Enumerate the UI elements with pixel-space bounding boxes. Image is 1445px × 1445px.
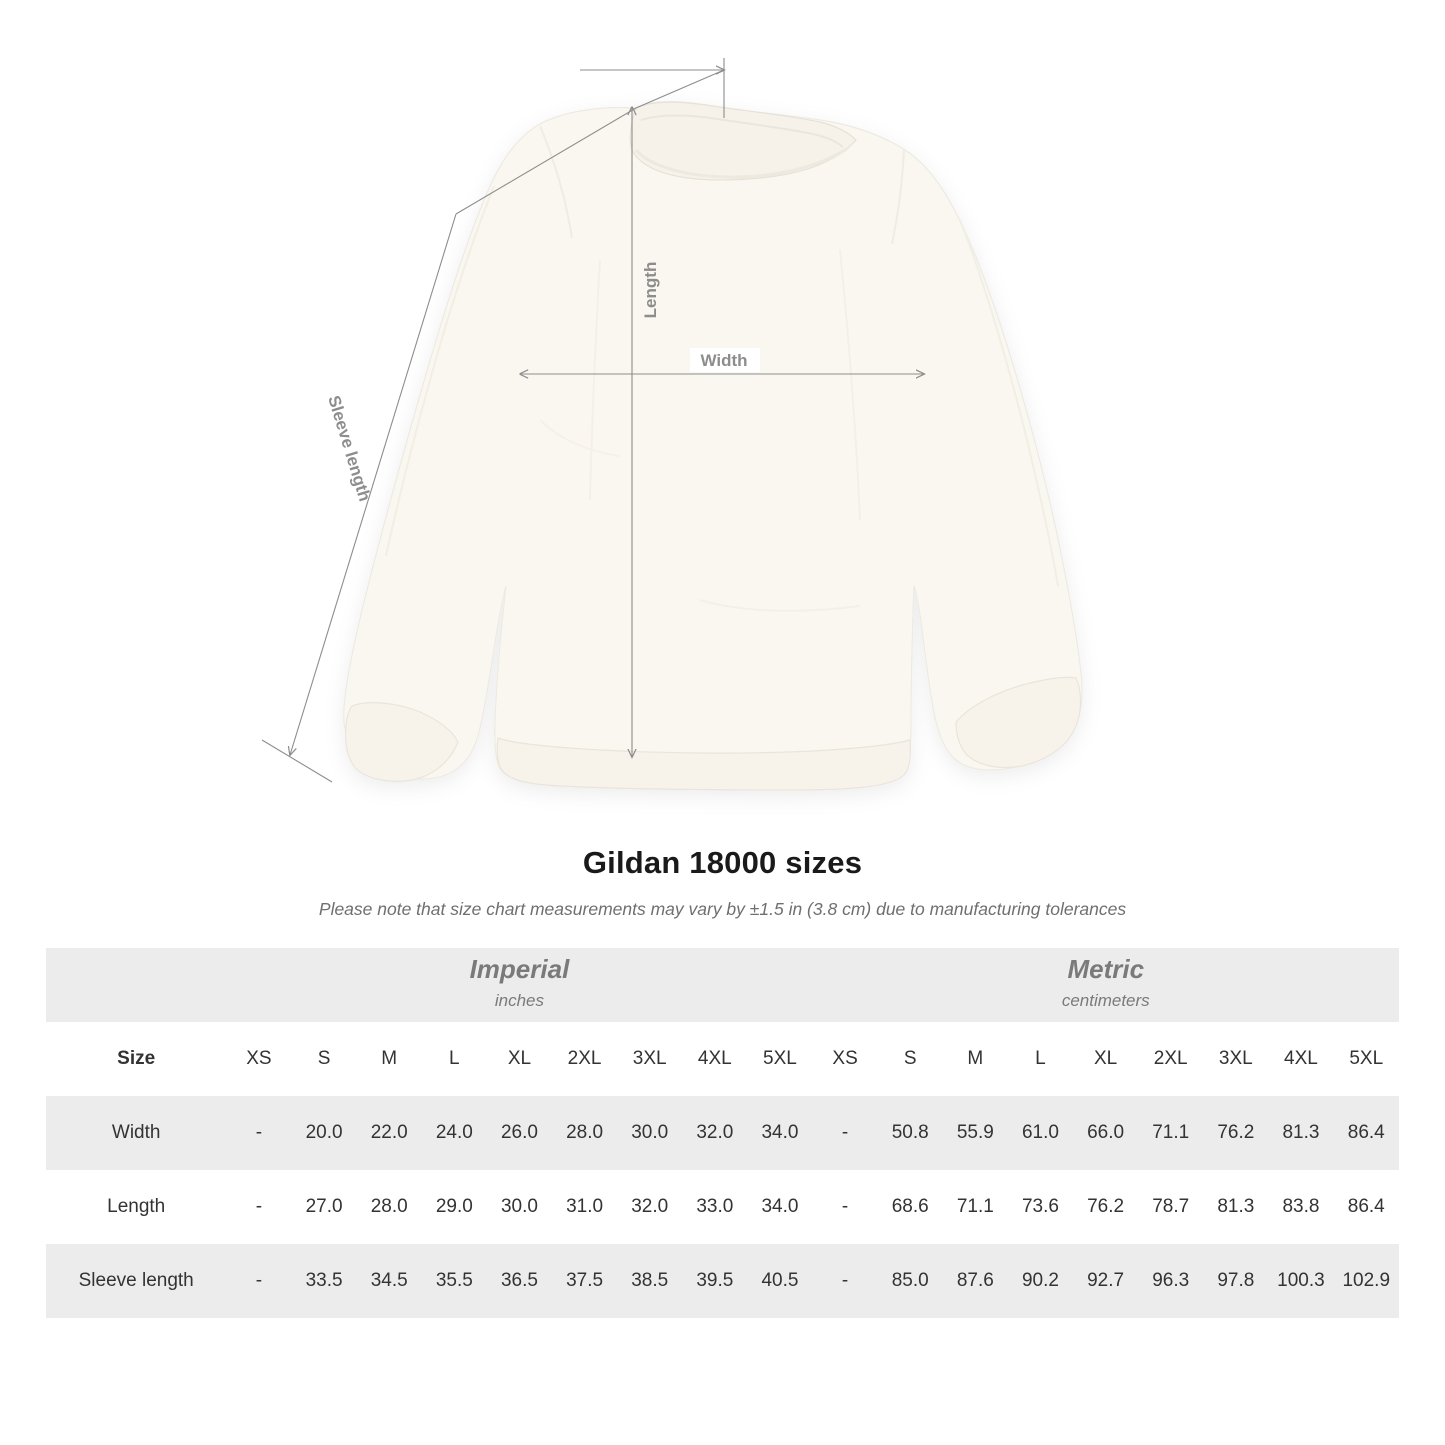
row-label-length: Length — [46, 1170, 226, 1244]
header-imperial-3xl: 3XL — [617, 1022, 682, 1096]
unit-imperial-name: Imperial — [469, 953, 570, 984]
cell-sleeve-metric-4xl: 100.3 — [1268, 1244, 1333, 1318]
header-size-label: Size — [46, 1022, 226, 1096]
cell-width-imperial-s: 20.0 — [292, 1096, 357, 1170]
width-label: Width — [700, 351, 748, 370]
cell-length-imperial-xl: 30.0 — [487, 1170, 552, 1244]
cell-width-metric-3xl: 76.2 — [1203, 1096, 1268, 1170]
cell-length-metric-xl: 76.2 — [1073, 1170, 1138, 1244]
cell-length-imperial-m: 28.0 — [357, 1170, 422, 1244]
cell-length-metric-s: 68.6 — [878, 1170, 943, 1244]
cell-sleeve-metric-2xl: 96.3 — [1138, 1244, 1203, 1318]
size-chart-table — [46, 948, 1399, 1318]
cell-sleeve-imperial-xs: - — [226, 1244, 291, 1318]
header-imperial-2xl: 2XL — [552, 1022, 617, 1096]
unit-header-row — [46, 948, 1399, 1022]
cell-length-imperial-4xl: 33.0 — [682, 1170, 747, 1244]
unit-imperial-cell — [226, 948, 812, 1022]
cell-width-metric-2xl: 71.1 — [1138, 1096, 1203, 1170]
cell-width-metric-5xl: 86.4 — [1334, 1096, 1399, 1170]
header-imperial-5xl: 5XL — [747, 1022, 812, 1096]
unit-metric-name: Metric — [1067, 953, 1145, 984]
header-metric-s: S — [878, 1022, 943, 1096]
cell-width-imperial-4xl: 32.0 — [682, 1096, 747, 1170]
unit-metric-sub: centimeters — [1061, 991, 1150, 1011]
cell-sleeve-imperial-s: 33.5 — [292, 1244, 357, 1318]
header-imperial-l: L — [422, 1022, 487, 1096]
cell-width-metric-l: 61.0 — [1008, 1096, 1073, 1170]
header-metric-xl: XL — [1073, 1022, 1138, 1096]
cell-sleeve-imperial-xl: 36.5 — [487, 1244, 552, 1318]
unit-spacer — [46, 948, 226, 1022]
cell-sleeve-imperial-5xl: 40.5 — [747, 1244, 812, 1318]
cell-length-imperial-s: 27.0 — [292, 1170, 357, 1244]
cell-width-imperial-xs: - — [226, 1096, 291, 1170]
cell-width-imperial-l: 24.0 — [422, 1096, 487, 1170]
cell-width-imperial-5xl: 34.0 — [747, 1096, 812, 1170]
cell-length-metric-xs: - — [813, 1170, 878, 1244]
cell-length-metric-l: 73.6 — [1008, 1170, 1073, 1244]
chart-title: Gildan 18000 sizes — [582, 845, 863, 880]
cell-length-metric-4xl: 83.8 — [1268, 1170, 1333, 1244]
header-imperial-xs: XS — [226, 1022, 291, 1096]
size-table-wrap — [46, 948, 1399, 1318]
cell-length-imperial-3xl: 32.0 — [617, 1170, 682, 1244]
row-label-sleeve-length: Sleeve length — [46, 1244, 226, 1318]
header-metric-4xl: 4XL — [1268, 1022, 1333, 1096]
table-row — [46, 1244, 1399, 1318]
cell-width-imperial-2xl: 28.0 — [552, 1096, 617, 1170]
cell-length-metric-m: 71.1 — [943, 1170, 1008, 1244]
cell-sleeve-imperial-2xl: 37.5 — [552, 1244, 617, 1318]
header-metric-2xl: 2XL — [1138, 1022, 1203, 1096]
header-imperial-m: M — [357, 1022, 422, 1096]
header-metric-m: M — [943, 1022, 1008, 1096]
cell-sleeve-metric-5xl: 102.9 — [1334, 1244, 1399, 1318]
cell-sleeve-imperial-m: 34.5 — [357, 1244, 422, 1318]
cell-length-metric-3xl: 81.3 — [1203, 1170, 1268, 1244]
table-row — [46, 1170, 1399, 1244]
cell-sleeve-metric-l: 90.2 — [1008, 1244, 1073, 1318]
cell-width-metric-m: 55.9 — [943, 1096, 1008, 1170]
cell-width-imperial-3xl: 30.0 — [617, 1096, 682, 1170]
header-imperial-xl: XL — [487, 1022, 552, 1096]
header-metric-3xl: 3XL — [1203, 1022, 1268, 1096]
title-block — [0, 845, 1445, 920]
cell-width-imperial-m: 22.0 — [357, 1096, 422, 1170]
cell-sleeve-metric-m: 87.6 — [943, 1244, 1008, 1318]
cell-width-metric-xs: - — [813, 1096, 878, 1170]
cell-sleeve-metric-xl: 92.7 — [1073, 1244, 1138, 1318]
cell-sleeve-imperial-3xl: 38.5 — [617, 1244, 682, 1318]
cell-length-metric-5xl: 86.4 — [1334, 1170, 1399, 1244]
cell-sleeve-imperial-4xl: 39.5 — [682, 1244, 747, 1318]
row-label-width: Width — [46, 1096, 226, 1170]
header-metric-l: L — [1008, 1022, 1073, 1096]
cell-length-metric-2xl: 78.7 — [1138, 1170, 1203, 1244]
cell-width-metric-s: 50.8 — [878, 1096, 943, 1170]
size-header-row — [46, 1022, 1399, 1096]
unit-metric-cell — [813, 948, 1399, 1022]
sleeve-length-label: Sleeve length — [324, 393, 375, 504]
header-imperial-s: S — [292, 1022, 357, 1096]
header-metric-5xl: 5XL — [1334, 1022, 1399, 1096]
length-label: Length — [641, 261, 660, 319]
cell-sleeve-metric-s: 85.0 — [878, 1244, 943, 1318]
cell-length-imperial-5xl: 34.0 — [747, 1170, 812, 1244]
header-metric-xs: XS — [813, 1022, 878, 1096]
unit-imperial-sub: inches — [494, 991, 545, 1011]
cell-length-imperial-l: 29.0 — [422, 1170, 487, 1244]
cell-length-imperial-2xl: 31.0 — [552, 1170, 617, 1244]
table-row — [46, 1096, 1399, 1170]
cell-sleeve-metric-xs: - — [813, 1244, 878, 1318]
chart-note: Please note that size chart measurements may vary by ±1.5 in (3.8 cm) due to manufacturing tolerances — [318, 899, 1127, 919]
cell-sleeve-imperial-l: 35.5 — [422, 1244, 487, 1318]
header-imperial-4xl: 4XL — [682, 1022, 747, 1096]
cell-width-metric-4xl: 81.3 — [1268, 1096, 1333, 1170]
sweatshirt-shape — [344, 102, 1082, 790]
cell-sleeve-metric-3xl: 97.8 — [1203, 1244, 1268, 1318]
cell-width-metric-xl: 66.0 — [1073, 1096, 1138, 1170]
cell-width-imperial-xl: 26.0 — [487, 1096, 552, 1170]
cell-length-imperial-xs: - — [226, 1170, 291, 1244]
